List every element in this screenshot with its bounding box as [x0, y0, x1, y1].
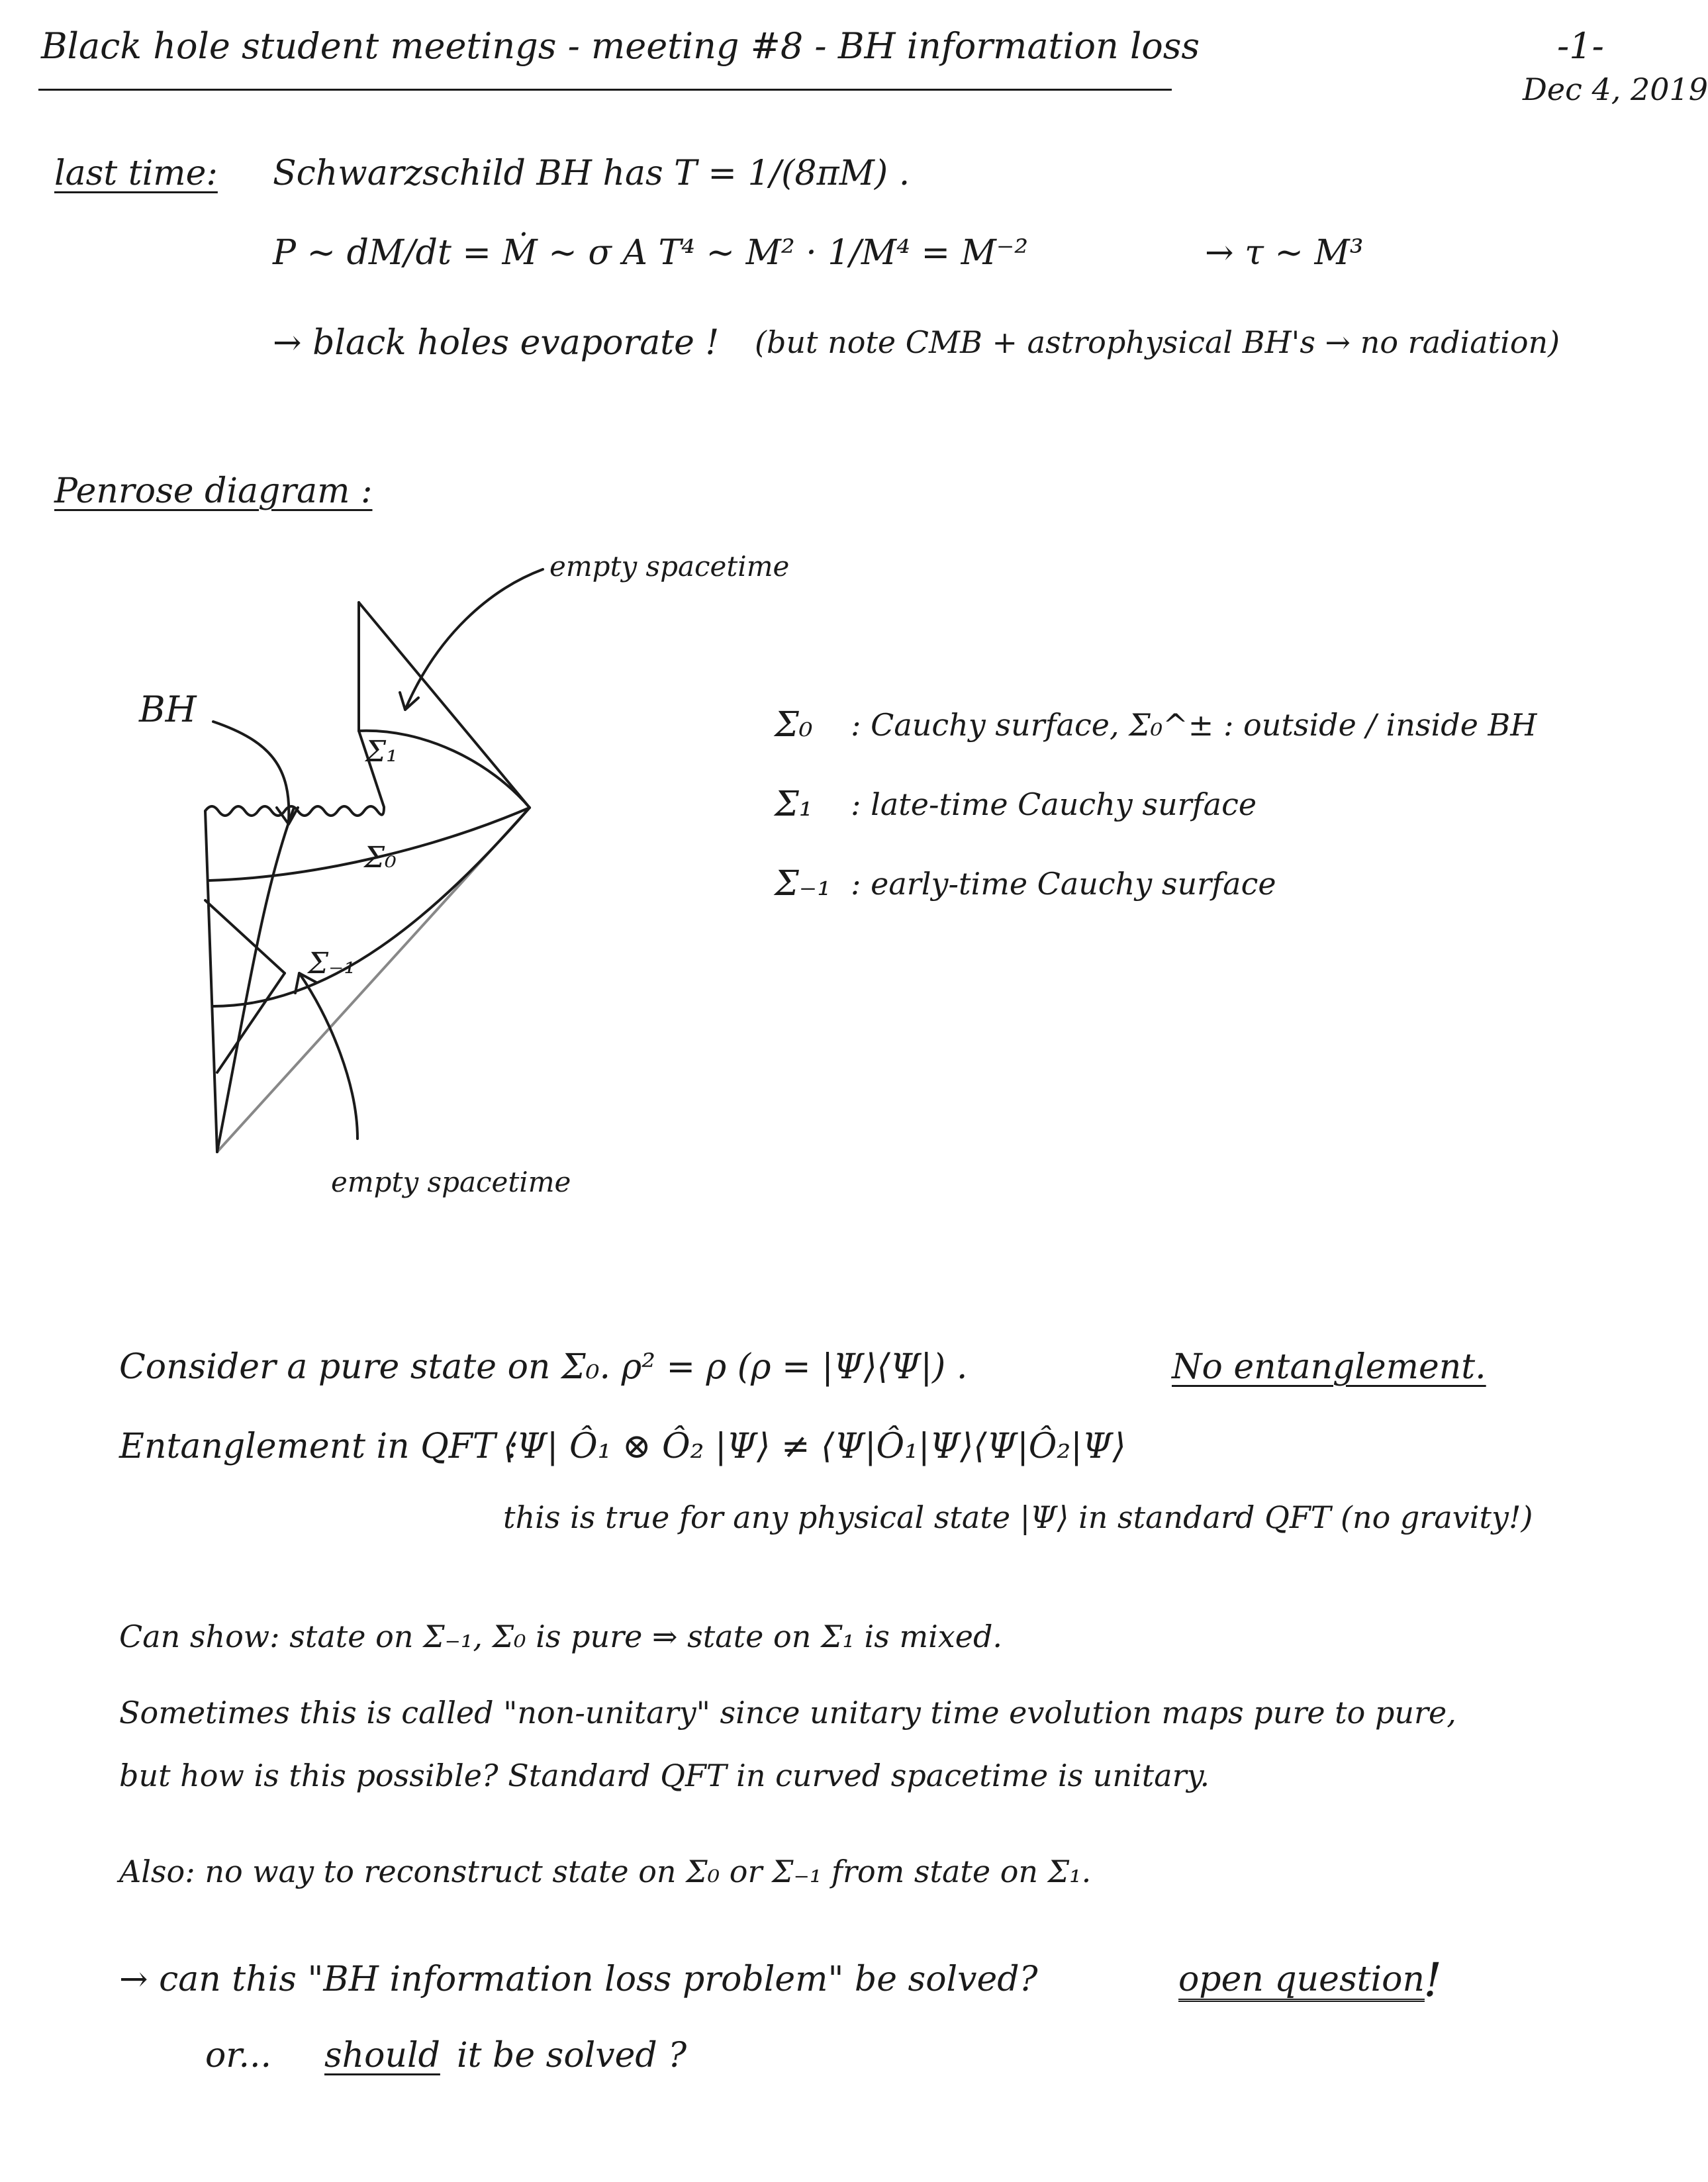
conclusion-line6-pre: or... [205, 2036, 272, 2075]
sigma-1-label: Σ₁ [365, 735, 398, 769]
entanglement-line1: Consider a pure state on Σ₀. ρ² = ρ (ρ = |Ψ⟩⟨Ψ|) . [119, 1347, 968, 1387]
conclusion-line3: but how is this possible? Standard QFT in curved spacetime is unitary. [119, 1758, 1210, 1793]
sigma-0-label: Σ₀ [364, 841, 397, 875]
last-time-line3-note: (but note CMB + astrophysical BH's → no radiation) [755, 324, 1560, 360]
title-underline [38, 89, 1172, 91]
legend-symbol-1: Σ₁ [775, 784, 813, 824]
top-empty-spacetime-label: empty spacetime [549, 550, 790, 583]
conclusion-line6-post: it be solved ? [457, 2036, 687, 2075]
singularity [205, 731, 384, 816]
last-time-line2-result: → τ ~ M³ [1205, 233, 1364, 273]
last-time-label: last time: [54, 154, 218, 193]
legend-symbol-0: Σ₀ [775, 705, 813, 745]
bottom-empty-spacetime-label: empty spacetime [331, 1166, 571, 1198]
last-time-line3: → black holes evaporate ! [273, 323, 720, 363]
conclusion-line1: Can show: state on Σ₋₁, Σ₀ is pure ⇒ state on Σ₁ is mixed. [119, 1619, 1003, 1654]
exclamation: ! [1423, 1953, 1443, 2007]
penrose-diagram [119, 543, 814, 1245]
outgoing-null-line [217, 973, 285, 1072]
entanglement-equation: ⟨Ψ| Ô₁ ⊗ Ô₂ |Ψ⟩ ≠ ⟨Ψ|Ô₁|Ψ⟩⟨Ψ|Ô₂|Ψ⟩ [503, 1427, 1126, 1466]
last-time-line2: P ~ dM/dt = Ṁ ~ σ A T⁴ ~ M² · 1/M⁴ = M⁻² [273, 233, 1029, 273]
page-title: Black hole student meetings - meeting #8 - BH information loss [41, 25, 1200, 67]
legend-text-2: : early-time Cauchy surface [851, 866, 1276, 902]
top-annotation-arrow [405, 569, 543, 710]
bh-arrow [213, 722, 289, 821]
entanglement-line3: this is true for any physical state |Ψ⟩ in standard QFT (no gravity!) [503, 1499, 1533, 1535]
date: Dec 4, 2019 [1523, 71, 1708, 107]
entanglement-qft-label: Entanglement in QFT : [119, 1427, 518, 1466]
should-emphasis: should [324, 2036, 440, 2075]
event-horizon [217, 808, 294, 1152]
bottom-annotation-arrow [299, 973, 357, 1139]
bh-label: BH [139, 688, 197, 730]
infalling-null-line [205, 900, 285, 973]
open-question: open question [1178, 1960, 1425, 1999]
conclusion-line5: → can this "BH information loss problem" be solved? [119, 1960, 1038, 1999]
conclusion-line4: Also: no way to reconstruct state on Σ₀ or Σ₋₁ from state on Σ₁. [119, 1854, 1092, 1889]
sigma-minus1-label: Σ₋₁ [308, 947, 356, 980]
penrose-label: Penrose diagram : [54, 471, 373, 511]
legend-symbol-2: Σ₋₁ [775, 864, 831, 904]
legend-text-0: : Cauchy surface, Σ₀^± : outside / inside BH [851, 707, 1537, 743]
legend-text-1: : late-time Cauchy surface [851, 786, 1257, 822]
last-time-line1: Schwarzschild BH has T = 1/(8πM) . [273, 154, 910, 193]
conclusion-line2: Sometimes this is called "non-unitary" since unitary time evolution maps pure to pure, [119, 1695, 1456, 1731]
upper-null-boundary [359, 602, 530, 808]
no-entanglement: No entanglement. [1172, 1347, 1486, 1387]
page-number: -1- [1557, 25, 1604, 67]
left-boundary [205, 811, 217, 1152]
cauchy-surface-minus1 [213, 808, 530, 1006]
